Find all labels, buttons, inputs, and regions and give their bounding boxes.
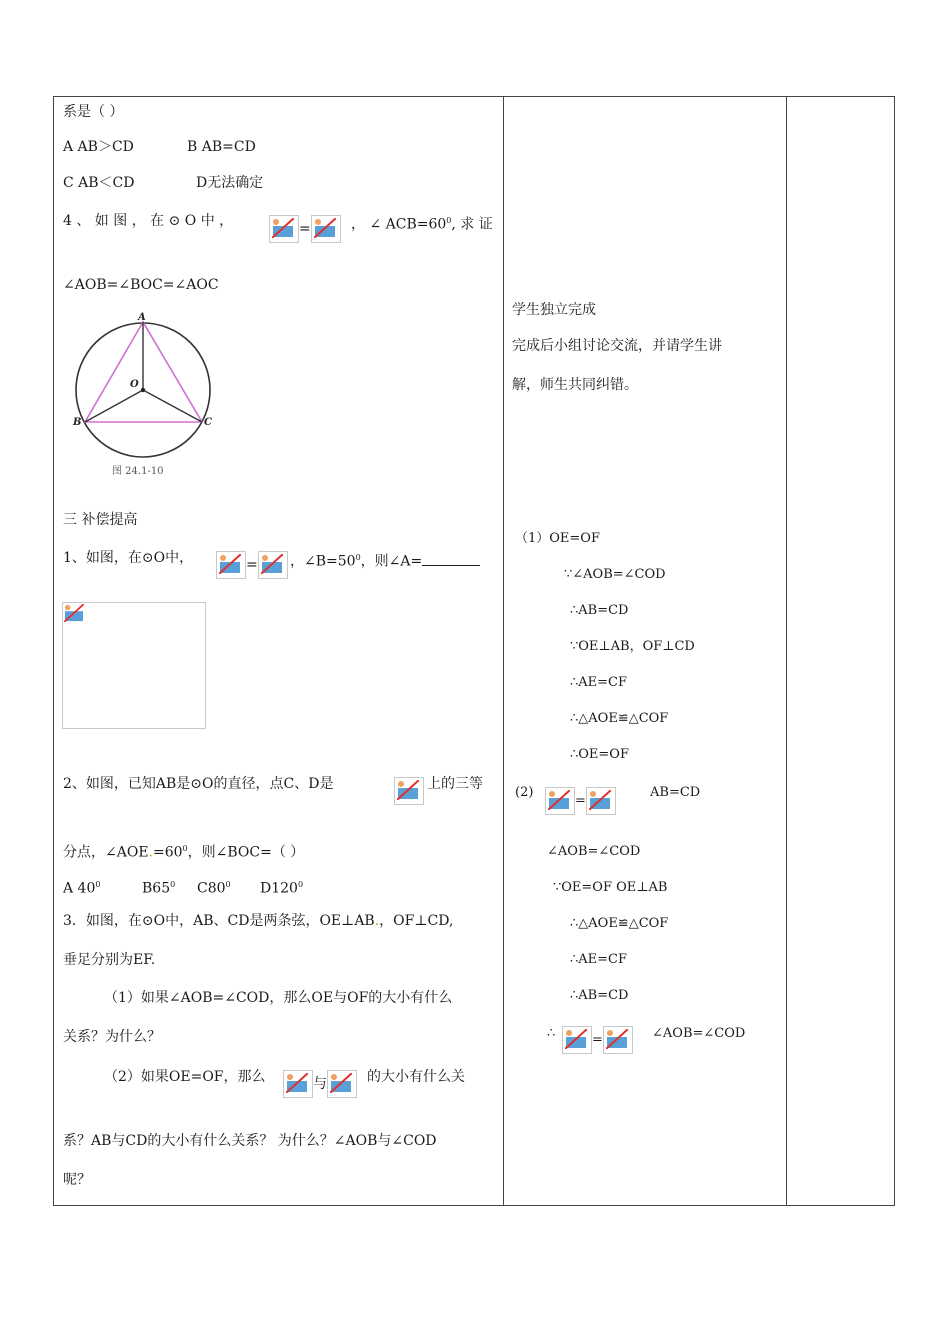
solution-2-line-3: ∴△AOE≌△COF	[570, 916, 669, 931]
option-b: B AB=CD	[187, 139, 256, 155]
option-c: C AB＜CD	[63, 175, 135, 191]
problem-1-condition: ，$\angle B=50^0$，则∠A=	[290, 549, 480, 571]
problem-3-part-2-cont: 的大小有什么关	[367, 1069, 465, 1085]
solution-line-7: ∴OE=OF	[570, 747, 629, 762]
problem-2-option-a: A $40^0$	[63, 880, 101, 897]
solution-2-line-4: ∴AE=CF	[570, 952, 628, 967]
broken-image-icon	[394, 777, 424, 805]
problem-1-formula: =	[216, 551, 288, 579]
column-divider-2	[786, 97, 787, 1205]
problem-1-figure-placeholder	[62, 602, 206, 729]
problem-3-part-1-end: 关系？为什么？	[63, 1029, 161, 1045]
problem-3-foot: 垂足分别为EF.	[63, 952, 156, 968]
figure-caption: 图 24.1-10	[112, 466, 164, 477]
problem-3-start: 3．如图，在⊙O中，AB、CD是两条弦，OE⊥AB.，OF⊥CD,	[63, 913, 454, 929]
problem-3-part-2-end: 系？AB与CD的大小有什么关系？ 为什么？∠AOB与∠COD	[63, 1133, 437, 1149]
option-a: A AB＞CD	[63, 139, 134, 155]
option-d: D无法确定	[196, 175, 264, 191]
solution-2-final-formula: =	[562, 1026, 633, 1054]
problem-2-option-d: $D120^0$	[260, 880, 304, 897]
question-4-claim: ∠AOB=∠BOC=∠AOC	[63, 277, 219, 293]
problem-1-start: 1、如图，在⊙O中，	[63, 550, 194, 566]
solution-line-6: ∴△AOE≌△COF	[570, 711, 669, 726]
problem-2-option-c: $C80^0$	[197, 880, 231, 897]
solution-line-5: ∴AE=CF	[570, 675, 628, 690]
label-b: B	[73, 417, 82, 428]
solution-2-line-1: ∠AOB=∠COD	[547, 844, 641, 859]
problem-2-condition: 分点，$\angle AOE.=60^0$，则∠BOC=（ ）	[63, 844, 305, 861]
label-o: O	[130, 379, 139, 390]
activity-note-3: 解，师生共同纠错。	[512, 377, 638, 393]
activity-note-1: 学生独立完成	[512, 302, 596, 318]
solution-2-final-result: ∠AOB=∠COD	[652, 1026, 746, 1041]
problem-2-option-b: $B65^0$	[142, 880, 176, 897]
question-4-formula: =	[269, 215, 341, 243]
column-divider-1	[503, 97, 504, 1205]
question-4-condition: ， ∠ $ACB=60^0$, 求 证	[351, 216, 493, 233]
solution-line-2: ∵∠AOB=∠COD	[564, 567, 666, 582]
broken-image-icon	[327, 1070, 357, 1098]
problem-3-formula: 与	[283, 1070, 357, 1098]
question-4-start: 4 、 如 图 ， 在 ⊙ O 中 ，	[63, 213, 234, 229]
broken-image-icon	[311, 215, 341, 243]
broken-image-icon	[603, 1026, 633, 1054]
solution-2-therefore: ∴	[547, 1026, 556, 1041]
solution-line-4: ∵OE⊥AB，OF⊥CD	[570, 639, 695, 654]
solution-line-3: ∴AB=CD	[570, 603, 629, 618]
activity-note-2: 完成后小组讨论交流，并请学生讲	[512, 338, 722, 354]
problem-3-part-1: （1）如果∠AOB=∠COD，那么OE与OF的大小有什么	[104, 990, 453, 1006]
solution-line-1: （1）OE=OF	[515, 531, 600, 546]
problem-2-start-end: 上的三等	[427, 776, 483, 792]
label-c: C	[204, 417, 212, 428]
solution-2-formula: =	[545, 787, 616, 815]
broken-image-icon	[258, 551, 288, 579]
broken-image-icon	[562, 1026, 592, 1054]
problem-3-part-2-last: 呢？	[63, 1172, 91, 1188]
section-title: 三 补偿提高	[63, 512, 138, 528]
broken-image-icon	[586, 787, 616, 815]
label-a: A	[138, 312, 146, 323]
choice-stem-end: 系是（ ）	[63, 104, 124, 120]
solution-2-label: (2)	[515, 785, 534, 800]
broken-image-icon	[269, 215, 299, 243]
answer-blank[interactable]	[422, 551, 480, 566]
broken-image-icon	[545, 787, 575, 815]
broken-image-icon	[283, 1070, 313, 1098]
problem-2-arc	[394, 777, 424, 805]
broken-image-icon	[64, 604, 84, 622]
problem-2-start: 2、如图，已知AB是⊙O的直径，点C、D是	[63, 776, 334, 792]
solution-2-result: AB=CD	[650, 785, 701, 800]
problem-3-part-2: （2）如果OE=OF，那么	[104, 1069, 266, 1085]
solution-2-line-5: ∴AB=CD	[570, 988, 629, 1003]
broken-image-icon	[216, 551, 246, 579]
circle-triangle-figure	[68, 310, 223, 480]
solution-2-line-2: ∵OE=OF OE⊥AB	[553, 880, 668, 895]
